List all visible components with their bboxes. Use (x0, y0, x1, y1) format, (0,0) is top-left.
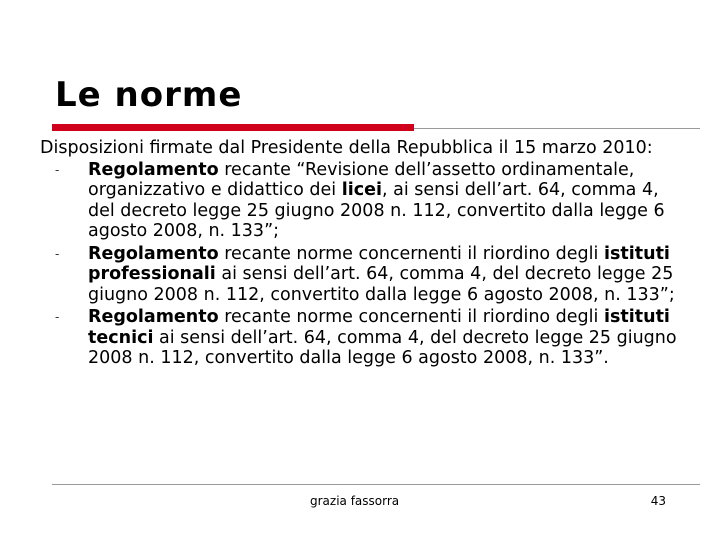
bullet-dash: - (55, 310, 60, 324)
list-item (40, 307, 680, 369)
list-item (40, 160, 680, 242)
intro-text: Disposizioni firmate dal Presidente della Repubblica il 15 marzo 2010: (40, 138, 653, 158)
item-text: , ai sensi dell’art. 64, comma 4, del decreto legge 25 giugno 2008 n. 112, convertito dalla legge 6 agosto 2008, n. 133”; (88, 180, 665, 241)
bullet-dash: - (55, 246, 60, 261)
item-text: ai sensi dell’art. 64, comma 4, del decreto legge 25 giugno 2008 n. 112, convertito dalla legge 6 agosto 2008, n. 133”; (88, 264, 675, 305)
item-lead: Regolamento (88, 243, 219, 264)
regulation-list (40, 160, 680, 369)
footer-author: grazia fassorra (310, 494, 400, 508)
item-bold-term: licei (341, 180, 382, 200)
item-bold-term: istituti professionali (88, 243, 670, 284)
slide-body (40, 138, 680, 371)
item-bold-term: istituti tecnici (88, 307, 670, 348)
item-text: ai sensi dell’art. 64, comma 4, del decreto legge 25 giugno 2008 n. 112, convertito dalla legge 6 agosto 2008, n. 133”. (88, 327, 677, 368)
slide-title: Le norme (55, 75, 243, 115)
title-accent-bar (52, 124, 414, 131)
item-lead: Regolamento (88, 159, 219, 180)
item-lead: Regolamento (88, 307, 219, 327)
page-number: 43 (650, 494, 666, 508)
footer-divider (52, 484, 700, 485)
list-item (40, 244, 680, 306)
bullet-dash: - (55, 162, 60, 177)
item-text: recante “Revisione dell’assetto ordinamentale, organizzativo e didattico dei (88, 159, 635, 200)
item-text: recante norme concernenti il riordino degli (218, 243, 604, 264)
item-text: recante norme concernenti il riordino degli (218, 307, 604, 327)
